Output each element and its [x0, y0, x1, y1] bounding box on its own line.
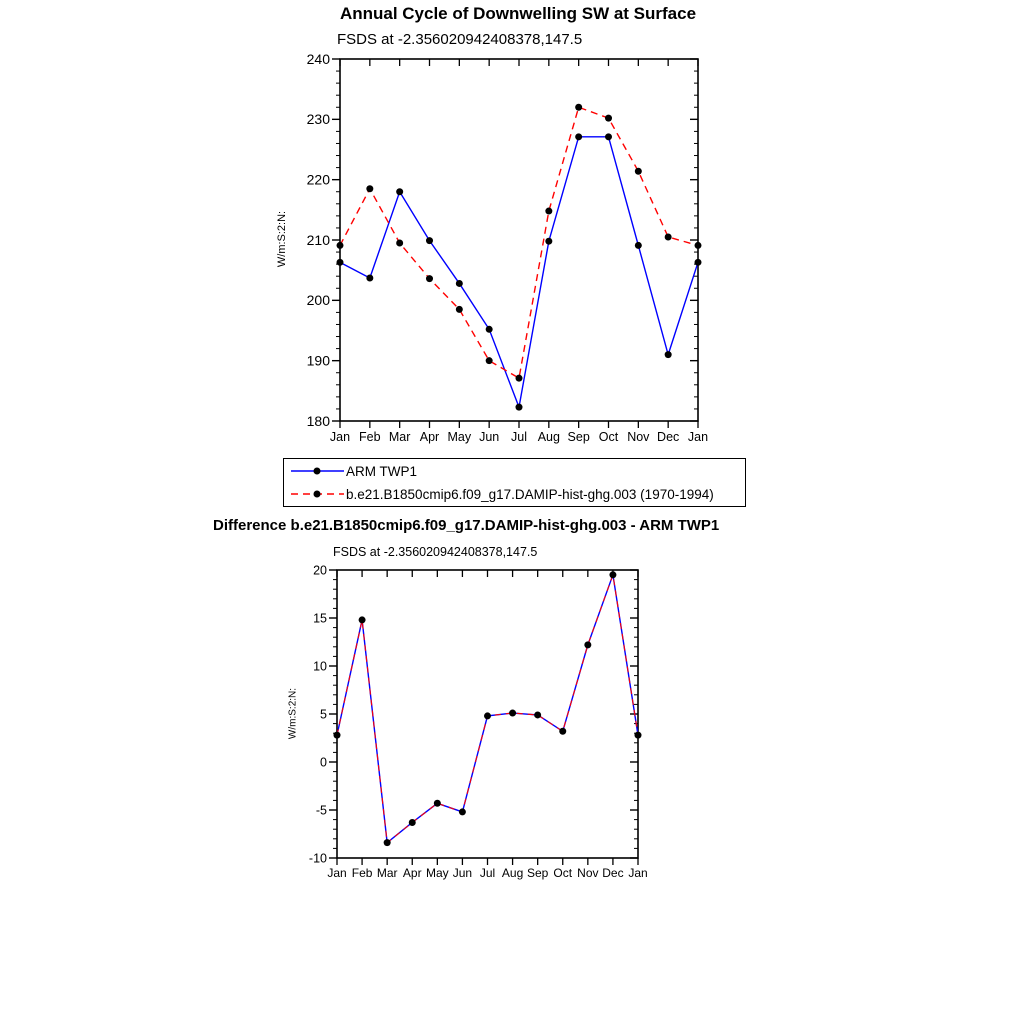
data-point-marker	[366, 275, 373, 282]
x-tick-label: Apr	[402, 866, 422, 880]
x-tick-label: May	[447, 430, 472, 444]
legend-item-model	[284, 483, 745, 506]
x-tick-label: Jul	[511, 430, 527, 444]
series-line-overlay	[337, 575, 638, 843]
series-line	[340, 107, 698, 378]
data-point-marker	[545, 238, 552, 245]
data-point-marker	[409, 819, 416, 826]
legend-item-arm-twp1	[284, 460, 745, 483]
data-point-marker	[516, 375, 523, 382]
x-tick-label: Feb	[359, 430, 381, 444]
data-point-marker	[575, 104, 582, 111]
x-tick-label: Mar	[388, 430, 411, 444]
y-tick-label: 230	[306, 111, 330, 128]
data-point-marker	[334, 732, 341, 739]
y-tick-label: 10	[313, 659, 327, 674]
x-tick-label: Jul	[479, 866, 496, 880]
data-point-marker	[575, 133, 582, 140]
data-point-marker	[609, 571, 616, 578]
legend-label-arm-twp1: ARM TWP1	[346, 463, 418, 479]
data-point-marker	[516, 404, 523, 411]
data-point-marker	[384, 839, 391, 846]
y-tick-label: 220	[306, 171, 330, 188]
legend-marker-icon	[314, 491, 321, 498]
data-point-marker	[426, 237, 433, 244]
y-tick-label: 190	[306, 352, 330, 369]
top-chart-title: Annual Cycle of Downwelling SW at Surface	[339, 4, 697, 23]
x-tick-label: Apr	[419, 430, 440, 444]
data-point-marker	[484, 712, 491, 719]
data-point-marker	[396, 240, 403, 247]
data-point-marker	[545, 208, 552, 215]
data-point-marker	[396, 188, 403, 195]
x-tick-label: Sep	[526, 866, 549, 880]
data-point-marker	[359, 616, 366, 623]
top-chart-y-axis-label: W/m:S:2:N:	[276, 210, 288, 268]
x-tick-label: Sep	[567, 430, 590, 444]
y-tick-label: -5	[315, 803, 327, 818]
data-point-marker	[695, 242, 702, 249]
x-tick-label: Aug	[501, 866, 524, 880]
y-tick-label: -10	[308, 851, 327, 866]
data-point-marker	[695, 259, 702, 266]
legend-sample-solid	[291, 463, 345, 479]
x-tick-label: Jan	[628, 866, 648, 880]
data-point-marker	[509, 710, 516, 717]
x-tick-label: Jan	[327, 866, 347, 880]
y-tick-label: 15	[313, 611, 327, 626]
x-tick-label: Aug	[537, 430, 560, 444]
x-tick-label: Dec	[602, 866, 624, 880]
bottom-chart-title: Difference b.e21.B1850cmip6.f09_g17.DAMIP-hist-ghg.003 - ARM TWP1	[213, 517, 720, 534]
data-point-marker	[456, 280, 463, 287]
y-tick-label: 20	[313, 563, 327, 578]
x-tick-label: Mar	[376, 866, 398, 880]
x-tick-label: Jun	[452, 866, 473, 880]
data-point-marker	[665, 233, 672, 240]
data-point-marker	[559, 728, 566, 735]
data-point-marker	[337, 259, 344, 266]
top-chart-subtitle: FSDS at -2.356020942408378,147.5	[337, 31, 583, 48]
y-tick-label: 5	[320, 707, 327, 722]
x-tick-label: Jan	[687, 430, 709, 444]
data-point-marker	[584, 641, 591, 648]
legend-box	[283, 458, 746, 507]
y-tick-label: 200	[306, 292, 330, 309]
legend-marker-icon	[314, 468, 321, 475]
x-tick-label: Feb	[351, 866, 373, 880]
data-point-marker	[426, 275, 433, 282]
x-tick-label: May	[425, 866, 449, 880]
chart-group	[309, 563, 648, 880]
data-point-marker	[605, 133, 612, 140]
data-point-marker	[635, 732, 642, 739]
y-tick-label: 240	[306, 50, 330, 67]
data-point-marker	[635, 168, 642, 175]
data-point-marker	[459, 808, 466, 815]
data-point-marker	[337, 242, 344, 249]
x-tick-label: Oct	[553, 866, 573, 880]
data-point-marker	[456, 306, 463, 313]
x-tick-label: Nov	[577, 866, 599, 880]
data-point-marker	[635, 242, 642, 249]
data-point-marker	[366, 185, 373, 192]
x-tick-label: Dec	[657, 430, 680, 444]
data-point-marker	[486, 357, 493, 364]
x-tick-label: Jun	[479, 430, 500, 444]
data-point-marker	[605, 115, 612, 122]
x-tick-label: Nov	[627, 430, 650, 444]
bottom-chart-subtitle: FSDS at -2.356020942408378,147.5	[333, 545, 538, 559]
data-point-marker	[434, 800, 441, 807]
plot-frame	[340, 59, 698, 421]
legend-label-model: b.e21.B1850cmip6.f09_g17.DAMIP-hist-ghg.003 (1970-1994)	[346, 486, 714, 502]
x-tick-label: Oct	[598, 430, 619, 444]
y-tick-label: 210	[306, 231, 330, 248]
x-tick-label: Jan	[329, 430, 351, 444]
y-tick-label: 0	[320, 755, 327, 770]
data-point-marker	[486, 326, 493, 333]
y-tick-label: 180	[306, 412, 330, 429]
legend-sample-dashed	[291, 486, 345, 502]
chart-group	[307, 51, 708, 444]
series-line	[340, 137, 698, 407]
data-point-marker	[534, 711, 541, 718]
bottom-chart-y-axis-label: W/m:S:2:N:	[287, 687, 299, 740]
data-point-marker	[665, 351, 672, 358]
